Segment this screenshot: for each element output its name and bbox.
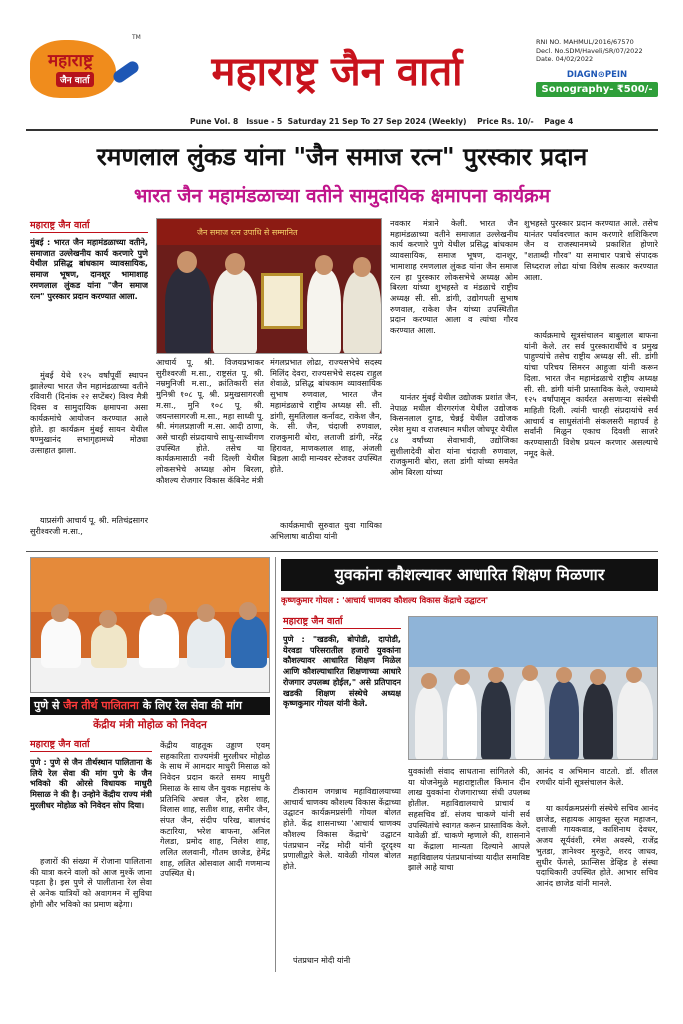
lead-col2: आचार्य पू. श्री. विजयप्रभाकर सुरीश्वरजी म.सा., राष्ट्रसंत पू. श्री. नम्रमुनिजी म.सा., क्रांतिकारी संत मुनिश्री १०८ पू. श्री. प्रमुखसागरजी म.सा., मुनि १०८ पू. श्री. जयन्तसागरजी म.सा., महा साध्वी पू. श्री. मंगलप्रज्ञाजी म.सा. आदी ठाणा, असे चारही संप्रदायाचे साधु-साध्वीगण उपस्थित होते. तसेच या कार्यक्रमासाठी नवी दिल्ली येथील लोकसभेचे अध्यक्ष ओम बिरला, कौशल्य रोजगार विकास कॅबिनेट मंत्री bbox=[156, 357, 264, 485]
screen-backdrop bbox=[409, 617, 658, 667]
logo-subtext: जैन वार्ता bbox=[56, 72, 94, 87]
lead-subhead: भारत जैन महामंडळाच्या वतीने सामुदायिक क्षमापना कार्यक्रम bbox=[133, 185, 551, 207]
lead-kicker: महाराष्ट्र जैन वार्ता bbox=[30, 218, 148, 233]
inauguration-photo bbox=[408, 616, 658, 760]
rail-headline bbox=[30, 697, 270, 715]
skill-col3: आनंद व अभिमान वाटतो. डॉ. शीतल रणधीर यांनी सूत्रसंचालन केले. bbox=[536, 766, 658, 787]
skill-intro: पुणे : "खडकी, बोपोडी, दापोडी, येरवडा परिसरातील हजारो युवकांना कौशल्यावर आधारित शिक्षण मिळेल आणि कौशल्याधारित शिक्षणाच्या आधारे रोजगार उपलब्ध होईल," असे प्रतिपादन खडकी शिक्षण संस्थेचे अध्यक्ष कृष्णकुमार गोयल यांनी केले. bbox=[283, 634, 401, 709]
rail-headline-post: के लिए रेल सेवा की मांग bbox=[138, 699, 242, 712]
rail-col2: केंद्रीय वाहतूक उड्डाण एवम् सहकारिता राज्यमंत्री मुरलीधर मोहोळ के साथ में आमदार माधुरी मिसाळ को निवेदन प्रदान करते समय माधुरी मिसाळ के साथ जैन युवक महासंघ के प्रतिनिधि अचल जैन, हरेश शाह, विलास शाह, सतीश शाह, समीर जैन, संपत जैन, संदीप परिख, बालचंद कटारिया, भरेश बाफना, अनिल गेलडा, प्रमोद शाह, निलेश शाह, ललित ललवानी, गौतम छाजेड, हेमेंद्र शाह, ललित ओसवाल आदी गणमान्य उपस्थित थे। bbox=[160, 740, 270, 879]
lead-intro: मुंबई : भारत जैन महामंडळाच्या वतीने, समाजात उल्लेखनीय कार्य करणारे पुणे येथील प्रसिद्ध बांधकाम व्यावसायिक, समाज भूषण, दानशूर भामाशाह रमणलाल लुंकड यांना "जैन समाज रत्न" पुरस्कार प्रदान करण्यात आला. bbox=[30, 237, 148, 301]
column-rule bbox=[275, 557, 276, 972]
attendee-2 bbox=[91, 624, 127, 668]
guest-6 bbox=[583, 683, 613, 760]
attendee-3 bbox=[139, 614, 179, 668]
guest-3 bbox=[481, 681, 511, 760]
lead-col4: नवकार मंत्राने केली. भारत जैन महामंडळाच्या वतीने समाजात उल्लेखनीय कार्य करणारे पुणे येथील प्रसिद्ध बांधकाम व्यावसायिक, समाज भूषण, दानशूर, भामाशाह रमणलाल लुंकड यांना जैन समाज रत्न हा पुरस्कार लोकसभेचे अध्यक्ष ओम बिरला यांच्या शुभहस्ते व मंडळाचे राष्ट्रीय अध्यक्ष सी. सी. डांगी, उद्योगपती सुभाष रुणवाल, राकेश जैन यांच्या उपस्थितीत प्रदान करण्यात आला व त्यांचा गौरव करण्यात आला. bbox=[390, 218, 518, 336]
registration-info bbox=[536, 38, 643, 64]
section-divider bbox=[26, 551, 658, 552]
lead-col4-p2: यानंतर मुंबई येथील उद्योजक प्रशांत जैन, नेपाळ मधील वीरगरगंज येथील उद्योजक किसनलाल दुगड, चेन्नई येथील उद्योजक रमेश मुथा व राजस्थान मधील जोधपूर येथील ८४ वर्षांच्या सेवाभावी, उद्योजिका सुशीलादेवी बोरा यांना चंदाजी रुणवाल, राजकुमारी बोरा, लता डांगी यांच्या समवेत ओम बिरला यांच्या bbox=[390, 392, 518, 477]
stage-banner-text: जैन समाज रत्न उपाधि से सम्मानित bbox=[197, 228, 298, 237]
lead-col3-p2: कार्यक्रमाची सुरुवात युवा गायिका अभिलाषा बाठीया यांनी bbox=[270, 520, 382, 541]
guest-2 bbox=[447, 683, 477, 760]
skill-kicker: महाराष्ट्र जैन वार्ता bbox=[283, 614, 401, 629]
rail-subhead: केंद्रीय मंत्री मोहोळ को निवेदन bbox=[93, 719, 207, 731]
person-3 bbox=[307, 269, 341, 354]
lead-col3: मंगलप्रभात लोढा, राज्यसभेचे सदस्य मिलिंद देवरा, राज्यसभेचे सदस्य राहुल शेवाळे, प्रसिद्ध बांधकाम व्यावसायिक सुभाष रुणवाल, भारत जैन महामंडळाचे राष्ट्रीय अध्यक्ष सी. सी. डांगी, सुमतिलाल कर्नावट, राकेश जैन, के. सी. जैन, चंदाजी रुणवाल, राजकुमारी बोरा, लताजी डांगी, नरेंद्र हिरावत, माणकलाल शाह, अंजली बिड़ला आदी मान्यवर स्टेजवर उपस्थित होते. bbox=[270, 357, 382, 475]
masthead-title: महाराष्ट्र जैन वार्ता bbox=[211, 48, 463, 95]
lead-col1-p1: मुंबई येथे १२५ वर्षांपूर्वी स्थापन झालेल्या भारत जैन महामंडळाच्या वतीने रविवारी (दिनांक २२ सप्टेंबर) विश्व मैत्री दिवस व सामुदायिक क्षमापना असा कार्यक्रमांचे आयोजन करण्यात आले होते. हा कार्यक्रम मुंबई सायन येथील षण्मुखानंद सभागृहामध्ये मोठ्या उत्साहात झाला. bbox=[30, 370, 148, 455]
rail-headline-highlight: जैन तीर्थ पालिताना bbox=[63, 699, 139, 712]
rni-number: RNI NO. MAHMUL/2016/67570 bbox=[536, 38, 634, 46]
skill-col2: युवकांशी संवाद साधताना सांगितले की, या योजनेमुळे महाराष्ट्रातील किमान दीन लाख युवकांना रोजगाराच्या संधी उपलब्ध होतील. महाविद्यालयाचे प्राचार्य व सहसचिव डॉ. संजय चाकणे यांनी सर्व उपस्थितांचे स्वागत करून प्रास्ताविक केले. यावेळी डॉ. चाकणे म्हणाले की, शासनाने या केंद्राला मान्यता दिल्याने आपले महाविद्यालय पंतप्रधानांच्या यादीत समाविष्ट झाले आहे याचा bbox=[408, 766, 530, 873]
rail-col1: हजारों की संख्या में रोजाना पालिताना की यात्रा करने वालो को आज मुश्कें जाना पड़ता है। इस पुणे से पालीताना रेल सेवा से अनेक यात्रियों को अवागमन में सुविधा होगी और भविको का प्रमाण बढ़ेगा। bbox=[30, 856, 152, 909]
ad-offer: Sonography- ₹500/- bbox=[536, 82, 658, 97]
award-plaque bbox=[261, 273, 303, 329]
rail-meeting-photo bbox=[30, 557, 270, 693]
masthead-rule bbox=[26, 129, 658, 131]
logo-text: महाराष्ट्र bbox=[48, 51, 93, 71]
guest-5 bbox=[549, 681, 579, 760]
person-4 bbox=[343, 271, 381, 354]
guest-1 bbox=[415, 687, 443, 760]
skill-headline bbox=[281, 559, 658, 591]
attendee-1 bbox=[41, 618, 81, 668]
ad-diagnopein[interactable] bbox=[536, 70, 658, 102]
skill-col1: टीकाराम जगन्नाथ महाविद्यालयाच्या आचार्य चाणक्य कौशल्य विकास केंद्राच्या उद्घाटन कार्यक्रमप्रसंगी गोयल बोलत होते. केंद्र शासनाच्या 'आचार्य चाणक्य कौशल्य विकास केंद्राचे' उद्घाटन पंतप्रधान नरेंद्र मोदी यांनी दूरदृश्य प्रणालीद्वारे केले. यावेळी गोयल बोलत होते. bbox=[283, 786, 401, 871]
lead-headline: रमणलाल लुंकड यांना "जैन समाज रत्न" पुरस्कार प्रदान bbox=[96, 142, 588, 171]
skill-col1-p2: पंतप्रधान मोदी यांनी bbox=[293, 955, 351, 965]
attendee-5 bbox=[231, 616, 267, 668]
lead-col1-p2: याप्रसंगी आचार्य पू. श्री. मतिचंद्रसागर सुरीश्वरजी म.सा., bbox=[30, 515, 148, 536]
masthead-logo bbox=[26, 34, 144, 106]
rail-headline-pre: पुणे से bbox=[34, 699, 64, 712]
skill-headline-text: युवकांना कौशल्यावर आधारित शिक्षण मिळणार bbox=[334, 565, 605, 584]
lead-col5: शुभहस्ते पुरस्कार प्रदान करण्यात आले. तसेच यानंतर पर्यावरणात काम करणारे शशिकिरण जैन व राजस्थानमध्ये प्रकाशित होणारे "शताब्दी गौरव" या समाचार पत्राचे संपादक सिध्दराज लोढा यांचा विशेष सत्कार करण्यात आला. bbox=[524, 218, 658, 282]
issue-line: Pune Vol. 8 Issue - 5 Saturday 21 Sep To 27 Sep 2024 (Weekly) Price Rs. 10/- Page 4 bbox=[190, 117, 574, 126]
attendee-4 bbox=[187, 618, 225, 668]
trademark-mark: TM bbox=[132, 34, 141, 41]
guest-7 bbox=[617, 681, 653, 760]
guest-4 bbox=[515, 679, 545, 760]
ad-brand: DIAGN⊙PEIN bbox=[566, 70, 628, 80]
skill-subhead: कृष्णकुमार गोयल : 'आचार्य चाणक्य कौशल्य विकास केंद्राचे उद्घाटन' bbox=[281, 595, 489, 605]
registration-date: Date. 04/02/2022 bbox=[536, 55, 594, 63]
award-ceremony-photo bbox=[156, 218, 382, 354]
person-2 bbox=[213, 269, 257, 354]
microphone-icon bbox=[111, 59, 141, 85]
rail-intro: पुणे : पुणे से जैन तीर्थस्थान पालिताना के लिये रेल सेवा की मांग पुणे के जैन भविको की ओरसे विधायक माधुरी मिसाळ ने की है। उन्होने केंद्रीय राज्य मंत्री मुरलीधर मोहोळ को निवेदन सोप दिया। bbox=[30, 757, 152, 810]
skill-col3-p2: या कार्यक्रमप्रसंगी संस्थेचे सचिव आनंद छाजेड, सहायक आयुक्त सूरज महाजन, दत्ताजी गायकवाड, काशिनाथ देवधर, अजय सूर्यवंशी, रमेश अवस्थे, राजेंद्र भुतडा, ज्ञानेश्वर मुरकुटे, शरद जाधव, सुधीर फेंगसे, फ्रान्सिस डेव्हिड हे संस्था पदाधिकारी उपस्थित होते. आभार सचिव आनंद छाजेड यांनी मानले. bbox=[536, 803, 658, 888]
declaration-number: Decl. No.SDM/Haveli/SR/07/2022 bbox=[536, 46, 643, 55]
person-1 bbox=[165, 267, 211, 354]
rail-kicker: महाराष्ट्र जैन वार्ता bbox=[30, 737, 152, 752]
lead-col5-p2: कार्यक्रमाचे सूत्रसंचालन बाबुलाल बाफना यांनी केले. तर सर्व पुरस्कारार्थींचे व प्रमुख पाहुण्यांचे तसेच राष्ट्रीय अध्यक्ष सी. सी. डांगी यांचा परिचय सिमरन आहुजा यांनी करून दिला. भारत जैन महामंडळाचे राष्ट्रीय अध्यक्ष सी. सी. डांगी यांनी प्रास्ताविक केले, ज्यामध्ये १२५ वर्षांपासून कार्यरत असणाऱ्या संस्थेची माहिती दिली. त्यांनी चारही संप्रदायांचे सर्व आचार्य व साधुसंतांनी संकलसरी महापर्व हे सर्वांनी मिळुन एकाच दिवशी साजरे करण्यासाठी विशेष प्रयत्न करणार असल्याचे नमूद केले. bbox=[524, 330, 658, 458]
